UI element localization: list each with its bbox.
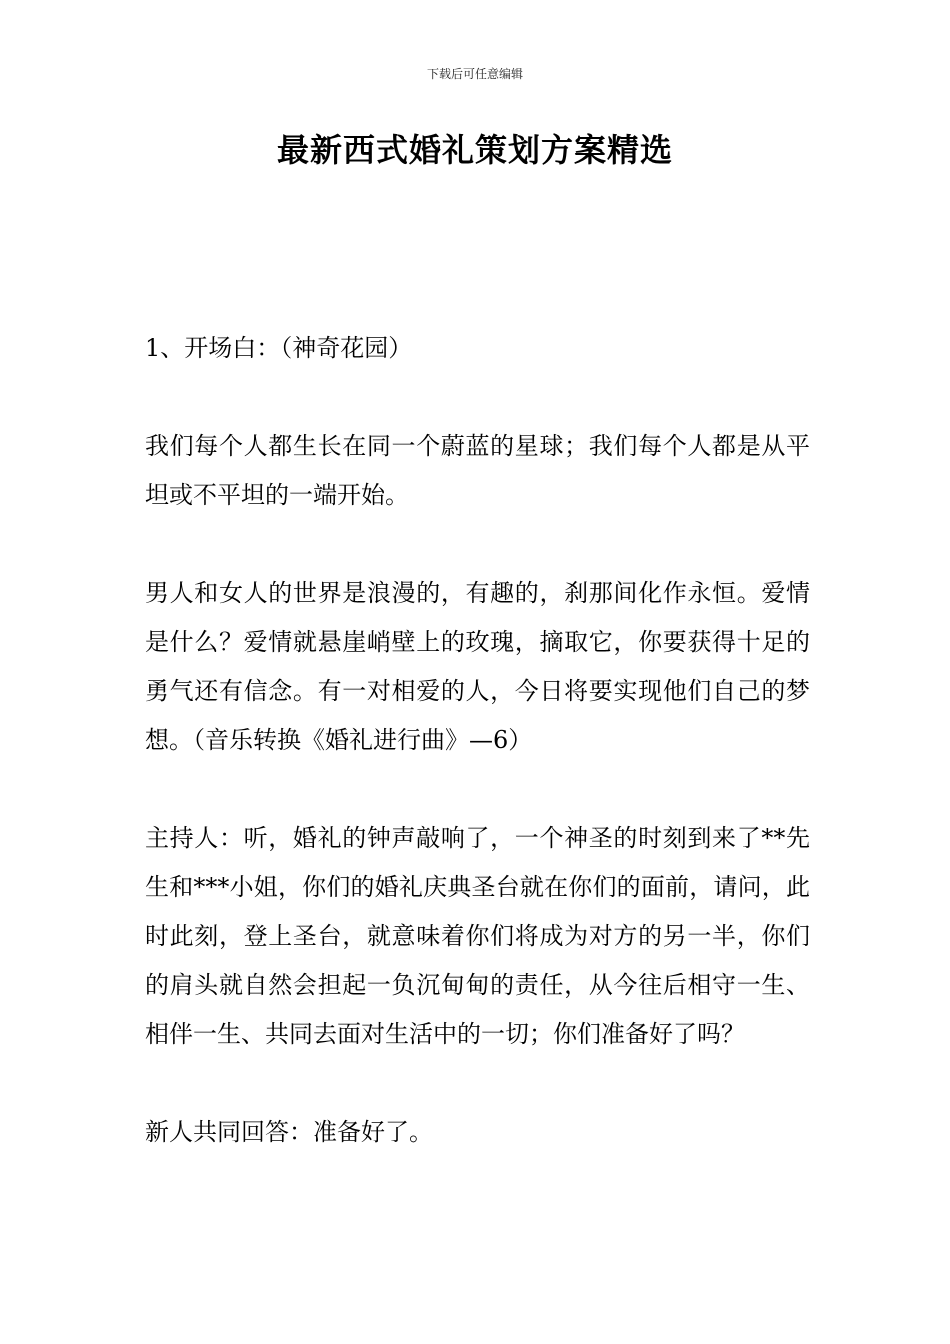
document-body [145,324,810,1206]
paragraph-love: 男人和女人的世界是浪漫的，有趣的，刹那间化作永恒。爱情是什么？爱情就悬崖峭壁上的玫瑰，摘取它，你要获得十足的勇气还有信念。有一对相爱的人，今日将要实现他们自己的梦想。（音乐转换《婚礼进行曲》—6） [145,579,810,754]
paragraph-opening: 我们每个人都生长在同一个蔚蓝的星球；我们每个人都是从平坦或不平坦的一端开始。 [145,432,810,509]
section-heading: 1、开场白：（神奇花园） [145,334,413,362]
document-title: 最新西式婚礼策划方案精选 [276,131,673,169]
paragraph-answer: 新人共同回答：准备好了。 [145,1118,433,1146]
header-note: 下载后可任意编辑 [426,67,523,81]
paragraph-host: 主持人：听，婚礼的钟声敲响了，一个神圣的时刻到来了**先生和***小姐，你们的婚礼庆典圣台就在你们的面前，请问，此时此刻，登上圣台，就意味着你们将成为对方的另一半，你们的肩头就自然会担起一负沉甸甸的责任，从今往后相守一生、相伴一生、共同去面对生活中的一切；你们准备好了吗？ [145,824,810,1048]
